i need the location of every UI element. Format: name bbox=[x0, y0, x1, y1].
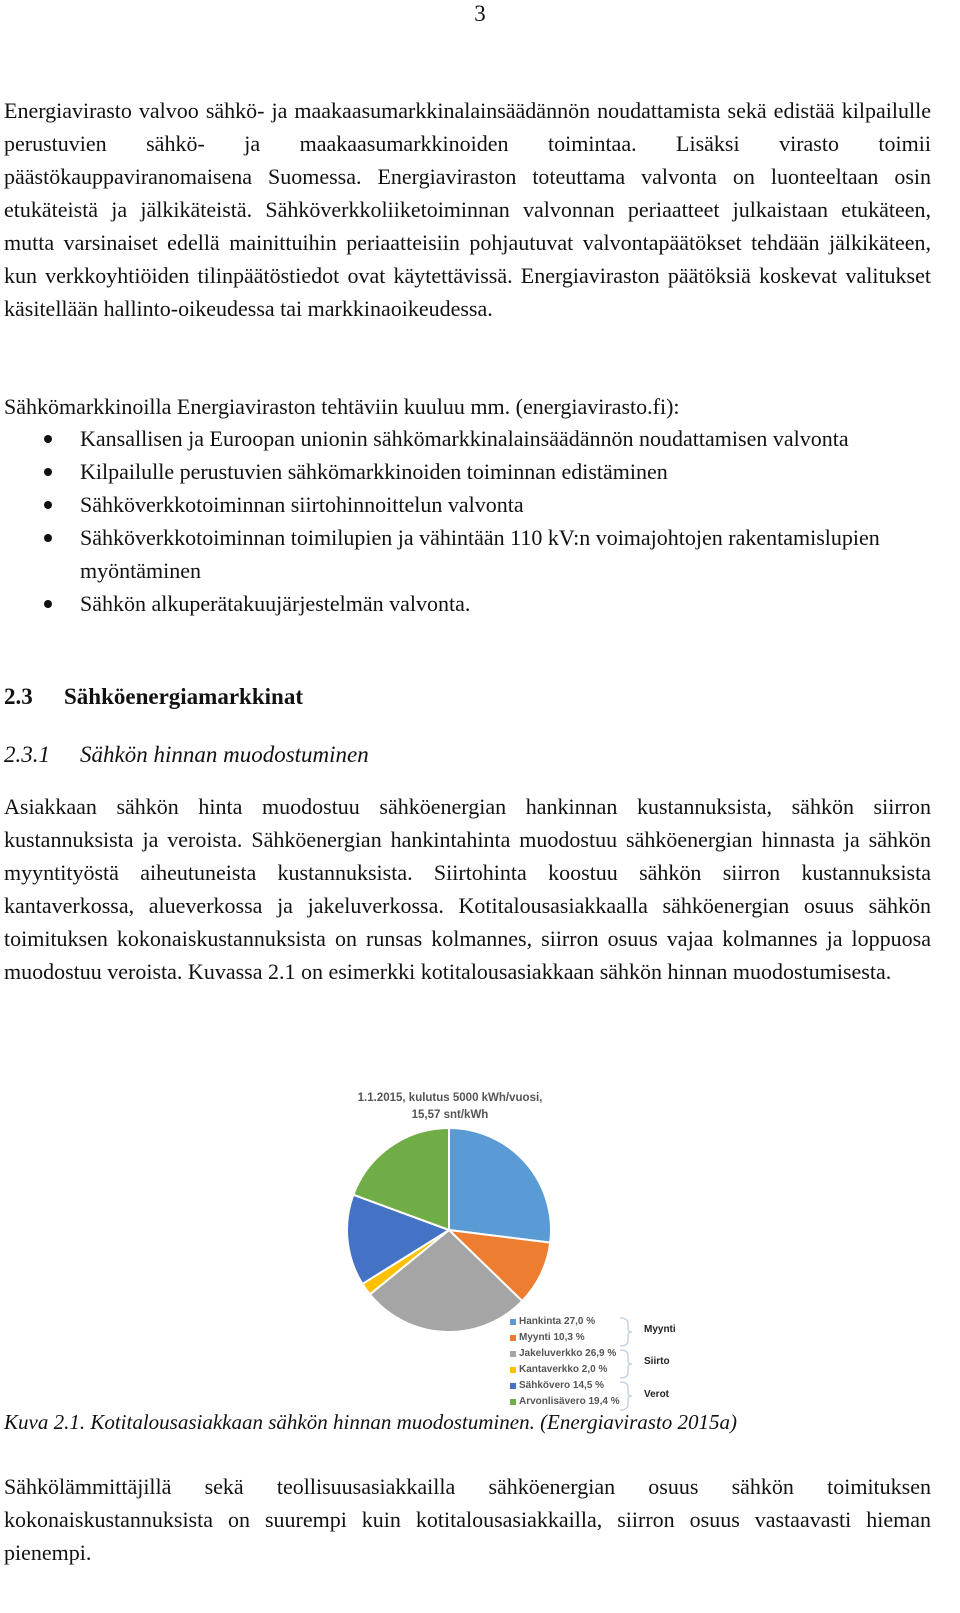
legend-swatch bbox=[510, 1367, 516, 1373]
list-item bbox=[4, 488, 931, 521]
chart-title-line1: 1.1.2015, kulutus 5000 kWh/vuosi, bbox=[357, 1092, 543, 1104]
legend-label: Kantaverkko 2,0 % bbox=[519, 1364, 608, 1375]
figure-caption: Kuva 2.1. Kotitalousasiakkaan sähkön hinnan muodostuminen. (Energiavirasto 2015a) bbox=[4, 1410, 738, 1434]
paragraph-duties-intro: Sähkömarkkinoilla Energiaviraston tehtäviin kuuluu mm. (energiavirasto.fi): bbox=[4, 394, 680, 419]
group-label-verot: Verot bbox=[644, 1389, 670, 1400]
paragraph-price-formation: Asiakkaan sähkön hinta muodostuu sähköenergian hankinnan kustannuksista, sähkön siirron kustannuksista ja veroista. Sähköenergian hankintahinta muodostuu sähköenergian hinnasta ja sähkön myyntityöstä aiheutuneista kustannuksista. Siirtohinta koostuu sähkön siirron kustannuksista kantaverkossa, alueverkossa ja jakeluverkossa. Kotitalousasiakkaalla sähköenergian osuus sähkön toimituksen kokonaiskustannuksista on runsas kolmannes, siirron osuus vajaa kolmannes ja loppuosa muodostuu veroista. Kuvassa 2.1 on esimerkki kotitalousasiakkaan sähkön hinnan muodostumisesta. bbox=[4, 794, 931, 984]
section-heading bbox=[4, 680, 303, 713]
bullet-icon bbox=[44, 468, 52, 476]
legend-label: Myynti 10,3 % bbox=[519, 1332, 585, 1343]
pie-slice-0 bbox=[449, 1128, 551, 1243]
group-brace-0 bbox=[620, 1318, 632, 1346]
list-item bbox=[4, 422, 931, 455]
legend-item bbox=[510, 1362, 620, 1378]
duties-list bbox=[4, 422, 931, 620]
legend-label: Jakeluverkko 26,9 % bbox=[519, 1348, 617, 1359]
legend-swatch bbox=[510, 1351, 516, 1357]
list-item bbox=[4, 521, 931, 587]
legend-item bbox=[510, 1330, 620, 1346]
list-item-text: Sähköverkkotoiminnan siirtohinnoittelun valvonta bbox=[80, 492, 524, 517]
paragraph-industrial-customers: Sähkölämmittäjillä sekä teollisuusasiakkailla sähköenergian osuus sähkön toimituksen kokonaiskustannuksista on suurempi kuin kotitalousasiakkailla, siirron osuus vastaavasti hieman pienempi. bbox=[4, 1474, 931, 1565]
group-brace-1 bbox=[620, 1350, 632, 1378]
bullet-icon bbox=[44, 501, 52, 509]
list-item-text: Kansallisen ja Euroopan unionin sähkömarkkinalainsäädännön noudattamisen valvonta bbox=[80, 426, 849, 451]
legend-label: Sähkövero 14,5 % bbox=[519, 1380, 605, 1391]
list-item-text: Kilpailulle perustuvien sähkömarkkinoiden toiminnan edistäminen bbox=[80, 459, 668, 484]
legend-item bbox=[510, 1314, 620, 1330]
group-brace-2 bbox=[620, 1382, 632, 1410]
group-label-siirto: Siirto bbox=[644, 1356, 670, 1367]
pie-svg bbox=[0, 1080, 960, 1420]
bullet-icon bbox=[44, 435, 52, 443]
list-item-text: Sähköverkkotoiminnan toimilupien ja vähintään 110 kV:n voimajohtojen rakentamislupien myöntäminen bbox=[80, 525, 880, 583]
legend-swatch bbox=[510, 1383, 516, 1389]
subsection-number: 2.3.1 bbox=[4, 742, 50, 767]
legend-item bbox=[510, 1378, 620, 1394]
legend-swatch bbox=[510, 1335, 516, 1341]
chart-legend bbox=[510, 1314, 620, 1410]
legend-label: Arvonlisävero 19,4 % bbox=[519, 1396, 620, 1407]
bullet-icon bbox=[44, 600, 52, 608]
bullet-icon bbox=[44, 534, 52, 542]
section-title: Sähköenergiamarkkinat bbox=[64, 684, 303, 709]
subsection-heading bbox=[4, 738, 369, 771]
subsection-title: Sähkön hinnan muodostuminen bbox=[80, 742, 369, 767]
chart-title-line2: 15,57 snt/kWh bbox=[411, 1109, 489, 1121]
paragraph-energy-authority: Energiavirasto valvoo sähkö- ja maakaasumarkkinalainsäädännön noudattamista sekä edistää kilpailulle perustuvien sähkö- ja maakaasumarkkinoiden toimintaa. Lisäksi virasto toimii päästökauppaviranomaisena Suomessa. Energiaviraston toteuttama valvonta on luonteeltaan osin etukäteistä ja jälkikäteistä. Sähköverkkoliiketoiminnan valvonnan periaatteet julkaistaan etukäteen, mutta varsinaiset edellä mainittuihin periaatteisiin pohjautuvat valvontapäätökset tehdään jälkikäteen, kun verkkoyhtiöiden tilinpäätöstiedot ovat käytettävissä. Energiaviraston päätöksiä koskevat valitukset käsitellään hallinto-oikeudessa tai markkinaoikeudessa. bbox=[4, 98, 931, 321]
legend-swatch bbox=[510, 1319, 516, 1325]
list-item bbox=[4, 455, 931, 488]
legend-swatch bbox=[510, 1399, 516, 1405]
list-item bbox=[4, 587, 931, 620]
group-label-myynti: Myynti bbox=[644, 1324, 676, 1335]
legend-label: Hankinta 27,0 % bbox=[519, 1316, 596, 1327]
price-pie-chart bbox=[0, 1080, 960, 1420]
legend-item bbox=[510, 1346, 620, 1362]
page-number: 3 bbox=[474, 1, 486, 26]
section-number: 2.3 bbox=[4, 684, 33, 709]
list-item-text: Sähkön alkuperätakuujärjestelmän valvonta. bbox=[80, 591, 471, 616]
